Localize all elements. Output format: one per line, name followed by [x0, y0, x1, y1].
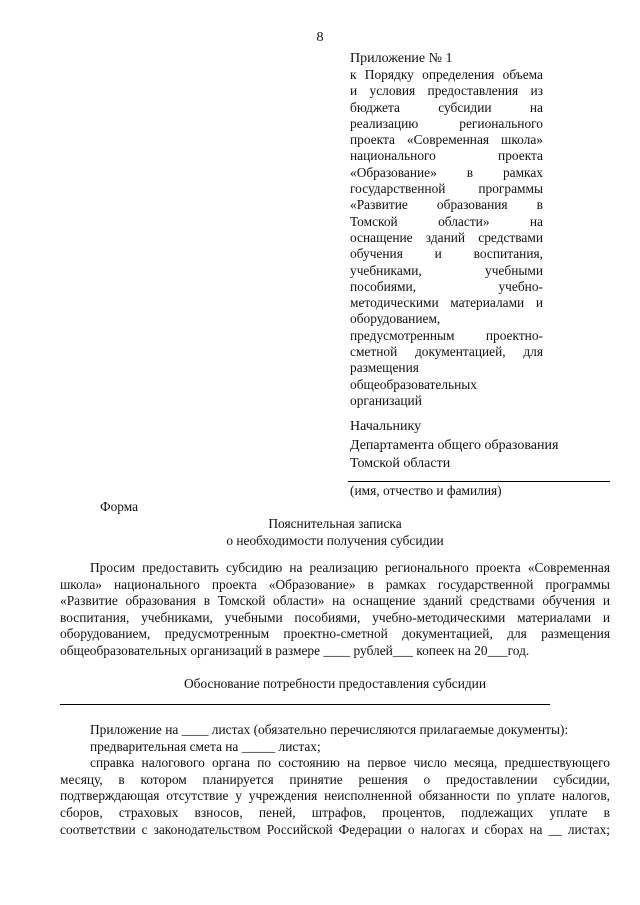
document-title: Пояснительная записка [268, 516, 402, 531]
appendix-line: размещения [350, 360, 419, 376]
paragraph-line: общеобразовательных организаций в размере ____ рублей___ копеек на 20___год. [60, 642, 530, 658]
justification-rule [60, 704, 550, 705]
appendix-line: пособиями, учебно- [350, 278, 543, 294]
appendix-line: и условия предоставления из [350, 83, 543, 99]
appendix-line: проекта «Современная школа» [350, 132, 543, 148]
attachment-line: Приложение на ____ листах (обязательно перечисляются прилагаемые документы): [90, 722, 569, 737]
paragraph-line: «Развитие образования в Томской области» на оснащение зданий средствами обучения и [60, 593, 610, 609]
justification-heading: Обоснование потребности предоставления субсидии [183, 676, 487, 691]
appendix-line: национального проекта [350, 148, 543, 164]
addressee-block [350, 418, 558, 474]
name-caption: (имя, отчество и фамилия) [350, 483, 502, 498]
appendix-line: бюджета субсидии на [350, 99, 543, 115]
appendix-line: «Образование» в рамках [350, 164, 543, 180]
appendix-line: предусмотренным проектно- [350, 327, 543, 343]
addressee-line: Томской области [350, 456, 451, 472]
attachment-line: подтверждающая отсутствие у учреждения неисполненной обязанности по уплате налогов, [60, 788, 610, 804]
paragraph-line: школа» национального проекта «Образование» в рамках государственной программы [60, 576, 610, 592]
request-paragraph [60, 560, 610, 660]
appendix-block [350, 50, 543, 409]
paragraph-line: Просим предоставить субсидию на реализацию регионального проекта «Современная [90, 560, 610, 575]
paragraph-line: оборудованием, предусмотренным проектно-сметной документацией, для размещения [60, 626, 610, 642]
appendix-line: оборудованием, [350, 311, 441, 327]
attachment-line: месяцу, в котором планируется принятие решения о предоставлении субсидии, [60, 771, 610, 787]
addressee-line: Департамента общего образования [350, 437, 559, 453]
attachment-line: соответствии с законодательством Российской Федерации о налогах и сборах на __ листах; [60, 821, 610, 837]
attachment-line: справка налогового органа по состоянию на первое число месяца, предшествующего [90, 755, 610, 771]
appendix-line: государственной программы [350, 181, 543, 197]
form-label: Форма [100, 499, 139, 514]
appendix-line: реализацию регионального [350, 115, 543, 131]
appendix-line: учебниками, учебными [350, 262, 543, 278]
attachments-list [60, 722, 610, 838]
appendix-line: методическими материалами и [350, 295, 543, 311]
appendix-line: к Порядку определения объема [350, 67, 543, 82]
appendix-line: организаций [350, 392, 422, 408]
appendix-line: обучения и воспитания, [350, 246, 543, 262]
appendix-line: сметной документацией, для [350, 344, 543, 360]
document-subtitle: о необходимости получения субсидии [226, 533, 444, 548]
appendix-line: Томской области» на [350, 213, 543, 229]
appendix-line: «Развитие образования в [350, 197, 543, 213]
appendix-title: Приложение № 1 [350, 51, 453, 66]
attachment-line: предварительная смета на _____ листах; [90, 738, 321, 754]
addressee-line: Начальнику [350, 419, 422, 434]
attachment-line: сборов, страховых взносов, пеней, штрафов, процентов, подлежащих уплате в [60, 804, 610, 820]
page-number: 8 [316, 30, 324, 45]
paragraph-line: воспитания, учебниками, учебными пособиями, учебно-методическими материалами и [60, 609, 610, 625]
appendix-line: общеобразовательных [350, 376, 478, 392]
appendix-line: оснащение зданий средствами [350, 229, 543, 245]
name-signature-line [348, 481, 610, 482]
